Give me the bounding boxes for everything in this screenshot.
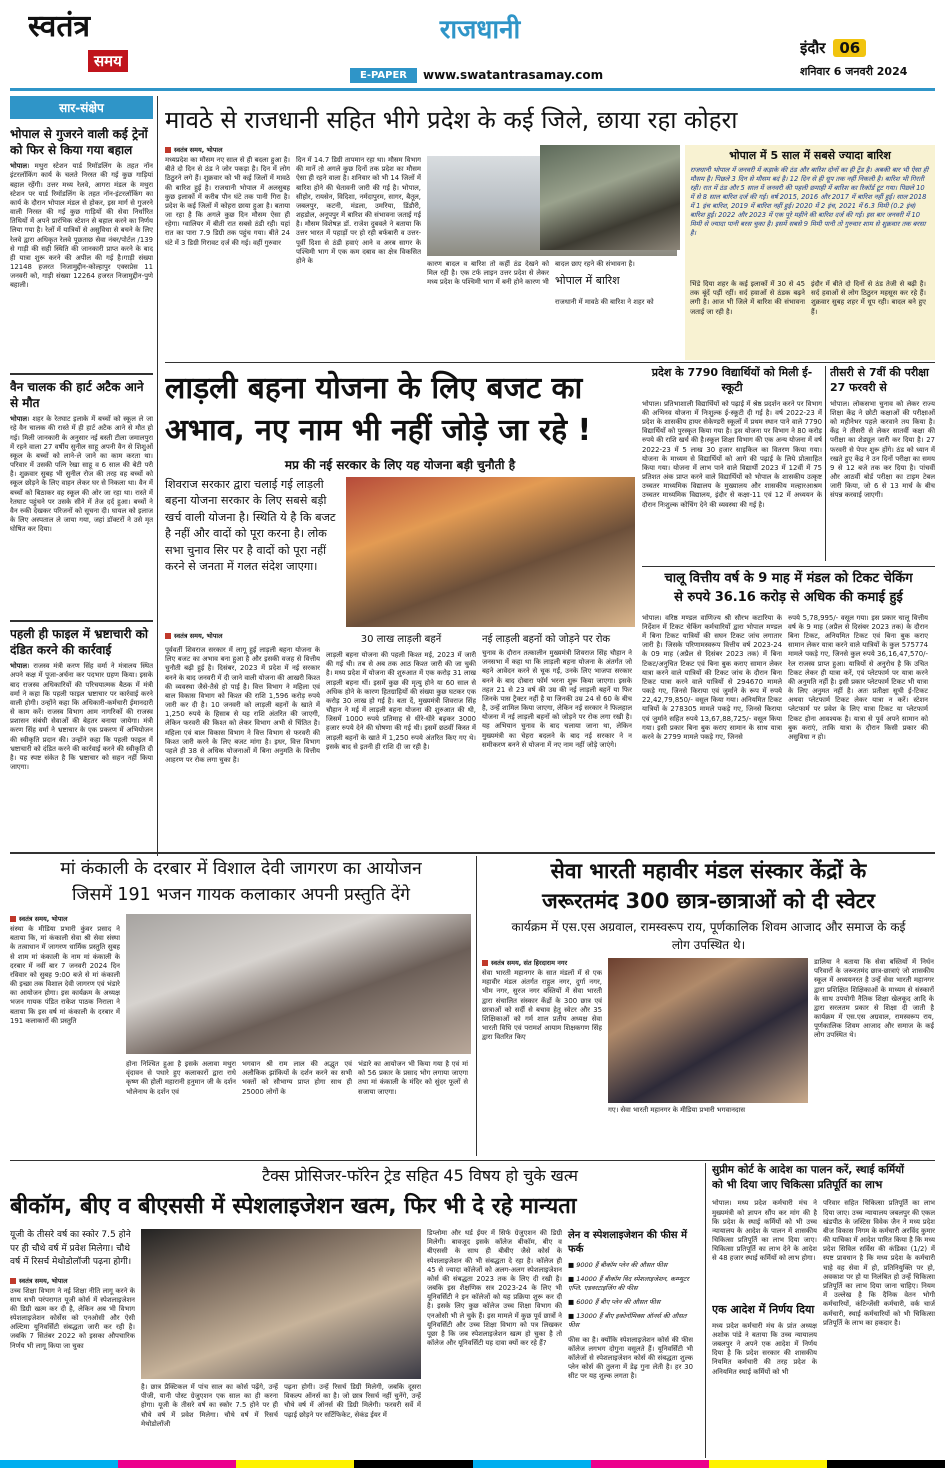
exam-story — [830, 366, 935, 566]
rail-headline-2: से रुपये 36.16 करोड़ से अधिक की कमाई हुई — [674, 589, 903, 605]
sewa-col2: डालिया ने बताया कि सेवा बस्तियों में निर्धन परिवारों के जरूरतमंद छात्र-छात्राएं जो शासकीय स्कूल में अध्ययनरत है उन्हें सेवा भारती महानगर द्वारा प्रशिक्षित शिक्षिकाओं के माध्यम से संस्कारों के साथ उपयोगी नैतिक शिक्षा खेलकूद आदि के द्वारा सरलतम प्रकार से शिक्षा दी जाती है कार्यक्रम में एस.एस अग्रवाल, रामस्वरूप राय, पूर्णकालिक शिवम आजाद और समाज के कई लोग उपस्थित थे। — [814, 958, 934, 1040]
fee-item: ■ 9000 हैं बीकॉम प्लेन की औसत फीस — [568, 1261, 668, 1269]
dateline-marker — [165, 633, 171, 639]
page-number: 06 — [833, 39, 866, 57]
edu-headline: बीकॉम, बीए व बीएससी में स्पेशलाइजेशन खत्म, फिर भी दे रहे मान्यता — [10, 1194, 577, 1219]
dateline-text: स्वतंत्र समय, भोपाल — [174, 146, 223, 154]
rail-rule — [642, 566, 935, 567]
dateline-text: स्वतंत्र समय, संत हिरदाराम नगर — [491, 959, 568, 967]
kankali-headline-1: मां कंकाली के दरबार में विशाल देवी जागरण का आयोजन — [60, 859, 422, 879]
fog-rule — [165, 362, 935, 363]
rail-headline-1: चालू वित्तीय वर्ष के 9 माह में मंडल को टिकट चेकिंग — [664, 571, 913, 586]
sidebar-item-title: भोपाल से गुजरने वाली कई ट्रेनों को फिर से किया गया बहाल — [10, 127, 148, 157]
rain-box-tail2: इंदौर में बीते दो दिनों से ठंड तेजी से बढ़ी है। सर्द हवाओं से लोग ठिठुरन महसूस कर रहे हैं। शुक्रवार सुबह शहर में धूप रही। बादल बने हुए हैं। — [811, 280, 926, 316]
court-col1b: मध्य प्रदेश कर्मचारी मंच के प्रांत अध्यक्ष अशोक पांडे ने बताया कि उच्च न्यायालय जबलपुर ने अपने एक आदेश में निर्णय दिया है कि प्रदेश सरकार की शासकीय नियमित कर्मचारी की तरह प्रदेश के अनियमित स्थाई कर्मियों को भी — [712, 1321, 817, 1376]
sidebar-item-body: भोपाल। शहर के रेतघाट इलाके में बच्चों को स्कूल ले जा रहे वैन चालक की रास्ते में ही हार्ट अटैक आने से मौत हो गई। मिली जानकारी के अनुसार नई बस्ती टीला जमालपुरा में रहने वाला 27 वर्षीय सुनील साहू अपनी वैन से शिशुओं स्कूल के बच्चों को लाने-ले जाने का काम करता था। परिवार में उसकी पत्नि रेखा साहू व 6 साल की बेटी परी है। शुक्रवार सुबह भी सुनील रोज की तरह वह बच्चों को स्कूल छोड़ने के लिए वाहन लेकर घर से निकला था। वैन में बच्चों को बिठाकर वह स्कूल की ओर जा रहा था। रास्ते में रेतघाट पहुंचने पर उसके सीने में तेज दर्द हुआ। बच्चों ने वैन रुकी देखकर परिजनों को सूचना दी। घायल को इलाज के लिए अस्पताल ले जाया गया, जहां डॉक्टरों ने उसे मृत घोषित कर दिया। — [10, 415, 153, 534]
sidebar-item-text: शहर के रेतघाट इलाके में बच्चों को स्कूल ले जा रहे वैन चालक की रास्ते में ही हार्ट अटैक आने से मौत हो गई। मिली जानकारी के अनुसार नई बस्ती टीला जमालपुरा में रहने वाला 27 वर्षीय सुनील साहू अपनी वैन से शिशुओं स्कूल के बच्चों को लाने-ले जाने का काम करता था। परिवार में उसकी पत्नि रेखा साहू व 6 साल की बेटी परी है। शुक्रवार सुबह भी सुनील रोज की तरह वह बच्चों को स्कूल छोड़ने के लिए वाहन लेकर घर से निकला था। वैन में बच्चों को बिठाकर वह स्कूल की ओर जा रहा था। रास्ते में रेतघाट पहुंचने पर उसके सीने में तेज दर्द हुआ। बच्चों ने वैन रुकी देखकर परिजनों को सूचना दी। घायल को इलाज के लिए अस्पताल ले जाया गया, जहां डॉक्टरों ने उसे मृत घोषित कर दिया। — [10, 415, 153, 534]
fee-item-text: 14000 हैं बीकॉम विद स्पेशलाइजेशन, कम्प्यूटर एप्लि. एडवरटाइजिंग की फीस — [568, 1275, 689, 1293]
sidebar-item-title: पहली ही फाइल में भ्रष्टाचारी को दंडित करने की कार्रवाई — [10, 627, 148, 657]
ladli-col1: पूर्ववर्ती शिवराज सरकार में लागू हुई लाड़ली बहना योजना के लिए बजट का अभाव बना हुआ है और इसकी वजह से वित्तीय चुनौती बढ़ी हुई है। दिसंबर, 2023 में प्रदेश में नई सरकार बनने के बाद जनवरी में दी जाने वाली योजना की आखरी किश्त की व्यवस्था जैसे-तैसे हो पाई है। वित्त विभाग ने महिला एवं बाल विकास विभाग को किश्त की राशि 1,596 करोड़ रुपये जारी कर दी है। 10 जनवरी को लाड़ली बहनों के खाते में 1,250 रुपये के हिसाब से यह राशि अंतरित की जाएगी, लेकिन फरवरी की किश्त को लेकर विभाग अभी से चिंतित है। महिला एवं बाल विकास विभाग ने वित्त विभाग से फरवरी की किश्त जारी करने के लिए बजट मांगा है। इधर, वित्त विभाग पहले ही 38 से अधिक योजनाओं में बिना अनुमति के वित्तीय आहरण पर रोक लगा चुका है। — [165, 646, 320, 765]
bottom-rule — [10, 1160, 935, 1161]
exam-divider — [825, 366, 826, 561]
edu-photo — [141, 1229, 421, 1379]
dateline-text: स्वतंत्र समय, भोपाल — [19, 1276, 68, 1285]
dateline-text: स्वतंत्र समय, भोपाल — [19, 915, 68, 923]
edu-kicker: टैक्स प्रोसिजर-फॉरेन ट्रेड सहित 45 विषय हो चुके खत्म — [262, 1166, 578, 1185]
rain-box-body: राजधानी भोपाल में जनवरी में कड़ाके की ठंड और बारिश दोनों का ही ट्रेंड है। अबकी बार भी ऐसा ही मौसम है। पिछले 3 दिन से मौसम बदं है। 12 दिन से ही धूप तक नहीं निकली है। बारिश भी गिरती रही। रात में ठंड और 5 साल में जनवरी की पहली छमाही में बारिश का रिकॉर्ड टूट गया। पिछले 10 में से 8 साल बारिश दर्ज की गई। वर्ष 2015, 2016 और 2017 में बारिश नहीं हुई। साल 2018 में 1 इंच बारिश, 2019 में बारिश नहीं हुई। 2020 में 2 इंच, 2021 में 6.3 मिमी (0.2 इंच) बारिश हुई। 2022 और 2023 में एक पूरे महीने की बारिश दर्ज की गई। इस बार जनवरी में 10 मिमी से ज्यादा पानी बरस चुका है। इसमें सबसे 9 मिमी पानी तो गुरुवार शाम से शुक्रवार तक बरसा है। — [690, 166, 929, 238]
edu-col2: है। छात्र प्रैक्टिकल में पांच साल का कोर्स पढ़ेंगे, उन्हें पीजी, यानी पोस्ट ग्रेजुएशन एक साल का ही करना होगा। यूजी के तीसरे वर्ष का स्कोर 7.5 होने पर ही चौथे वर्ष में प्रवेश मिलेगा। चौथे वर्ष में रिसर्च मेथोडोलॉजी — [141, 1383, 278, 1428]
sidebar — [10, 96, 153, 856]
court-col2: परिवार सहित चिकित्सा प्रतिपूर्ति का लाभ दिया जाए। उच्च न्यायालय जबलपुर की एकल खंडपीठ के जस्टिस विवेक जैन ने मध्य प्रदेश बीज विकास निगम के कर्मचारी अरविंद कुमार की याचिका में आदेश पारित किया है कि मध्य प्रदेश सिविल सर्विस की कंडिका (1/2) में स्पष्ट प्रावधान है कि मध्य प्रदेश के कर्मचारी चाहे वह सेवा में हो, प्रतिनियुक्ति पर हो, अवकाश पर हो या निलंबित हो उन्हें चिकित्सा प्रतिपूर्ति का लाभ दिया जाना चाहिए। नियम में उल्लेख है कि दैनिक वेतन भोगी कर्मचारियों, कंटिन्जेंसी कर्मचारी, वर्क चार्ज कर्मचारी, स्थाई कर्मचारियों को भी चिकित्सा प्रतिपूर्ति के लाभ का हकदार है। — [823, 1199, 935, 1327]
dateline-marker — [10, 916, 16, 922]
sidebar-item-body: भोपाल। राजस्व मंत्री करण सिंह वर्मा ने मंत्रालय स्थित अपने कक्ष में पूजा-अर्चना कर पदभार ग्रहण किया। इसके बाद राजस्व अधिकारियों की परिचयात्मक बैठक में मंत्री वर्मा ने कहा कि पहली फाइल भ्रष्टाचार पर कार्रवाई करने वाली होगी। उन्होंने कहा कि अधिकारी-कर्मचारी ईमानदारी से काम करें। राजस्व विभाग आम नागरिकों की राजस्व प्रशासन संबंधी सेवाओं की बेहतर बनाया जायेगा। मंत्री करण सिंह वर्मा ने भ्रष्टाचार के एक प्रकरण में अभियोजन की स्वीकृति प्रदान की। उन्होंने कहा कि पहली फाइल में भ्रष्टाचारी को दंडित करने की कार्रवाई करने की स्वीकृति दी है। यह स्पष्ट संकेत है कि भ्रष्टाचार को सहन नहीं किया जाएगा। — [10, 662, 153, 772]
sewa-photo-caption: गए। सेवा भारती महानगर के मीडिया प्रभारी भगवानदास — [608, 1106, 746, 1114]
sidebar-item-title: वैन चालक की हार्ट अटैक आने से मौत — [10, 380, 144, 410]
mid-rule — [10, 852, 935, 854]
masthead-rule — [10, 88, 935, 91]
dateline-marker — [165, 147, 171, 153]
fog-photo-label: भोपाल में बारिश — [555, 274, 620, 288]
fog-headline: मावठे से राजधानी सहित भीगे प्रदेश के कई जिले, छाया रहा कोहरा — [165, 106, 738, 134]
scooty-story — [642, 366, 822, 566]
rail-col2: रुपये 5,78,995/- वसूल गया। इस प्रकार चालू वित्तीय वर्ष के 9 माह (अप्रैल से दिसंबर 2023 तक) के दौरान बिना टिकट, अनियमित टिकट एवं बिना बुक कराए सामान लेकर यात्रा करने वाले यात्रियों के कुल 575774 मामले पकड़े गए, जिनसे कुल रुपये 36,16,47,570/- रेल राजस्व प्राप्त हुआ। यात्रियों से अनुरोध है कि उचित टिकट लेकर ही यात्रा करें, एवं प्लेटफार्म पर यात्रा करने की अनुमति नहीं है। इसी प्रकार प्लेटफार्म टिकट भी यात्रा के लिए अनुमत नहीं है। अतः प्रतीक्षा सूची ई-टिकट अथवा प्लेटफार्म टिकट लेकर यात्रा न करें। स्टेशन प्लेटफार्म पर प्रवेश के लिए यात्रा टिकट या प्लेटफार्म टिकट होना आवश्यक है। यात्रा से पूर्व अपने सामान को बुक कराएं, ताकि यात्रा के दौरान किसी प्रकार की असुविधा न हो। — [788, 613, 928, 741]
ladli-headline-2: अभाव, नए नाम भी नहीं जोड़े जा रहे ! — [165, 413, 592, 448]
dateline-marker — [10, 1278, 16, 1284]
fee-list — [568, 1261, 693, 1331]
color-bar — [0, 1460, 945, 1468]
court-col1: भोपाल। मध्य प्रदेश कर्मचारी मंच ने मुख्यमंत्री को ज्ञापन सौंप कर मांग की है कि प्रदेश के स्थाई कर्मियों को भी उच्च न्यायालय के आदेश के पालन में शासकीय चिकित्सा प्रतिपूर्ति का लाभ दिया जाए। चिकित्सा प्रतिपूर्ति का लाभ देने के आदेश से 48 हजार स्थाई कर्मियों को लाभ होगा। — [712, 1199, 817, 1263]
ladli-photo-cap-1: 30 लाख लाड़ली बहनें — [360, 634, 442, 645]
epaper-bar — [350, 66, 710, 84]
rain-box-tail: भिंडे दिया शहर के कई इलाकों में 30 से 45 तक बूंदें पड़ीं रहीं। सर्द हवाओं से ठंडक बढ़ने लगी है। आज भी जिले में बारिश की संभावना जताई जा रही है। — [690, 280, 805, 316]
sidebar-item — [10, 127, 153, 375]
logo-bottom: समय — [88, 50, 128, 72]
dateline: भोपाल — [10, 662, 27, 671]
fee-item-text: 13000 हैं बीए इकोनॉमिक्स ऑनर्स की औसत फीस — [568, 1312, 687, 1330]
kankali-divider — [476, 856, 477, 1156]
ladli-quote: शिवराज सरकार द्वारा चलाई गई लाड़ली बहना योजना सरकार के लिए सबसे बड़ी खर्च वाली योजना है। स्थिति ये है कि बजट है नहीं और वादों को पूरा करना है। लोक सभा चुनाव सिर पर है वादों को पूरा नहीं करने से जनता में गलत संदेश जाएगा। — [165, 478, 336, 573]
edu-dateline — [10, 1276, 135, 1285]
fee-item: ■ 14000 हैं बीकॉम विद स्पेशलाइजेशन, कम्प्यूटर एप्लि. एडवरटाइजिंग की फीस — [568, 1275, 689, 1293]
sidebar-item-body: भोपाल। मथुरा स्टेशन यार्ड रिमॉडलिंग के तहत नॉन इंटरलॉकिंग कार्य के चलते निरस्त की गई कुछ गाड़ियां बहाल रहेंगी। उत्तर मध्य रेलवे, आगरा मंडल के मथुरा स्टेशन पर यार्ड रिमॉडलिंग के तहत नॉन-इंटरलॉकिंग का कार्य के दौरान भोपाल मंडल से होकर, इस मार्ग से गुजरने वाली निरस्त की गई कुछ गाड़ियों की सेवा निर्धारित तिथियों में अपने प्रारंभिक स्टेशन से बहाल करने का निर्णय लिया गया है। रेलों में यात्रियों से असुविधा से बचने के लिए रेलवे द्वारा अधिकृत रेलवे पूछताछ सेवा नंबर/पोर्टल /139 से गाड़ी की सही स्थिति की जानकारी प्राप्त करने के बाद ही यात्रा शुरू करने की अपील की गई है।गाड़ी संख्या 12148 हजरत निजामुद्दीन-कोल्हापुर एक्सप्रेस 11 जनवरी को, गाड़ी संख्या 12264 हजरत निजामुद्दीन-पुणे बहाली। — [10, 162, 153, 290]
scooty-body: भोपाल। प्रतिभाशाली विद्यार्थियों को पढ़ाई में श्रेष्ठ प्रदर्शन करने पर विभाग की अभिनव योजना में निःशुल्क ई-स्कूटी दी गई है। वर्ष 2022-23 में प्रदेश के शासकीय हायर सेकेण्डरी स्कूलों में प्रथम स्थान पाने वाले 7790 विद्यार्थियों को पुरस्कृत किया गया है। इस योजना पर विभाग ने 80 करोड़ रुपये की राशि खर्च की है।स्कूल शिक्षा विभाग की एक अन्य योजना में वर्ष 2022-23 में 5 लाख 30 हजार साइकिल का वितरण किया गया। योजना के माध्यम से विद्यार्थियों को आगे की पढ़ाई के लिये प्रोत्साहित किया गया। योजना में लाभ पाने वाले विद्यार्थी 2023 में 12वीं में 75 प्रतिशत अंक प्राप्त करने वाले विद्यार्थियों को भोपाल के शासकीय उत्कृष्ट उच्चतर माध्यमिक विद्यालय के मुख्यालय और शासकीय मल्हारआश्रम उच्चतर माध्यमिक विद्यालय, इंदौर से कक्षा-11 एवं 12 में अध्ययन के दौरान निःशुल्क कोचिंग देने की व्यवस्था की गई है। — [642, 399, 822, 509]
sewa-subhead: कार्यक्रम में एस.एस अग्रवाल, रामस्वरूप राय, पूर्णकालिक शिवम आजाद और समाज के कई लोग उपस्थित थे। — [511, 920, 906, 952]
fog-photo-caption: राजधानी में मावठे की बारिश ने शहर को — [555, 298, 654, 307]
exam-headline: तीसरी से 7वीं की परीक्षा 27 फरवरी से — [830, 366, 929, 394]
court-story — [712, 1163, 935, 1458]
sewa-dateline — [482, 958, 602, 967]
court-headline-2: को भी दिया जाए चिकित्सा प्रतिपूर्ति का लाभ — [712, 1179, 883, 1192]
fee-item-text: 6000 हैं बीए प्लेन की औसत फीस — [576, 1298, 661, 1307]
edu-story — [10, 1163, 700, 1458]
ladli-col2: लाड़ली बहना योजना की पहली किश्त मई, 2023 में जारी की गई थी। तब से अब तक आठ किश्त जारी की जा चुकी है। मध्य प्रदेश में योजना की शुरुआत में एक करोड़ 31 लाख लाड़ली बहना थीं। इसमें कुछ की मृत्यु होने या 60 साल से अधिक होने के कारण हितग्राहियों की संख्या कुछ घटकर एक करोड़ 30 लाख हो गई है। बता दें, मुख्यमंत्री शिवराज सिंह चौहान ने मई में लाड़ली बहना योजना की शुरुआत की थी, जिसमें 1000 रुपये प्रतिमाह से धीरे-धीरे बढ़कर 3000 हजार रुपये देने की घोषणा की गई थी। इसमें छठवीं किस्त में लाड़ली बहनों के खाते में 1,250 रुपये अंतरित किए गए थे। इसके बाद से इतनी ही राशि दी जा रही है। — [326, 651, 476, 751]
sidebar-item-text: राजस्व मंत्री करण सिंह वर्मा ने मंत्रालय स्थित अपने कक्ष में पूजा-अर्चना कर पदभार ग्रहण किया। इसके बाद राजस्व अधिकारियों की परिचयात्मक बैठक में मंत्री वर्मा ने कहा कि पहली फाइल भ्रष्टाचार पर कार्रवाई करने वाली होगी। उन्होंने कहा कि अधिकारी-कर्मचारी ईमानदारी से काम करें। राजस्व विभाग आम नागरिकों की राजस्व प्रशासन संबंधी सेवाओं की बेहतर बनाया जायेगा। मंत्री करण सिंह वर्मा ने भ्रष्टाचार के एक प्रकरण में अभियोजन की स्वीकृति प्रदान की। उन्होंने कहा कि पहली फाइल में भ्रष्टाचारी को दंडित करने की कार्रवाई करने की स्वीकृति दी है। यह स्पष्ट संकेत है कि भ्रष्टाचार को सहन नहीं किया जाएगा। — [10, 662, 153, 772]
sidebar-item — [10, 627, 153, 856]
website-link[interactable]: www.swatantrasamay.com — [423, 68, 604, 82]
rail-story — [642, 570, 935, 850]
court-subhead: एक आदेश में निर्णय दिया — [712, 1303, 815, 1317]
kankali-col3: भगवान श्री राम लाल की अद्भुत एवं अलौकिक झांकियों के दर्शन करने का सभी भक्तों को सौभाग्य प्राप्त होगा साथ ही 25000 लोगों के — [242, 1060, 352, 1096]
city-name: इंदौर — [800, 39, 826, 57]
sidebar-divider — [157, 96, 158, 856]
dateline: भोपाल — [10, 415, 27, 424]
sidebar-header-text: सार-संक्षेप — [59, 101, 104, 115]
logo-top: स्वतंत्र — [28, 10, 91, 44]
kankali-col2: होना निश्चित हुआ है इसके अलावा मथुरा वृंदावन से पधारे हुए कलाकारों द्वारा राधे कृष्ण की होली महारानी हनुमान जी के दर्शन भोलेनाथ के दर्शन एवं — [126, 1060, 236, 1096]
edu-quote: यूजी के तीसरे वर्ष का स्कोर 7.5 होने पर ही चौथे वर्ष में प्रवेश मिलेगा। चौथे वर्ष में रिसर्च मेथोडोलॉजी पढ़ना होगी। — [10, 1230, 132, 1267]
rain-box — [685, 145, 935, 360]
fee-body: फीस का है। क्योंकि स्पेशलाइजेशन कोर्स की फीस कॉलेज लगभग दोगुना वसूलते हैं। यूनिवर्सिटी भी कॉलेजों से स्पेशलाइजेशन कोर्स की संबद्धता शुल्क प्लेन कोर्स की तुलना में डेढ़ गुना लेती है। हर 30 सीट पर यह शुल्क लगता है। — [568, 1335, 693, 1381]
ladli-dateline — [165, 631, 320, 640]
kankali-story — [10, 856, 472, 1156]
ladli-story — [165, 368, 635, 848]
sewa-photo — [608, 958, 808, 1103]
sewa-headline-2: जरूरतमंद 300 छात्र-छात्राओं को दी स्वेटर — [542, 889, 875, 913]
date-text: शनिवार 6 जनवरी 2024 — [800, 65, 908, 78]
edu-col4: डिप्लोमा और थर्ड ईयर में सिर्फ ग्रेजुएशन की डिग्री मिलेगी। बावजूद इसके कॉलेज बीकॉम, बीए व बीएससी के साथ ही बीबीए जैसे कोर्स के स्पेशलाइजेशन की भी संबद्धता दे रहा है। कॉलेज ही 45 से ज्यादा कॉलेजों को अलग-अलग स्पेशलाइजेशन कोर्स की संबद्धता 2023 तक के लिए दी रखी है। जबकि इस शैक्षणिक सत्र 2023-24 के लिए भी यूनिवर्सिटी ने इन कॉलेजों को यह प्रक्रिया शुरू कर दी है। इसके लिए कुछ कॉलेज उच्च शिक्षा विभाग की एनओसी भी ले चुके हैं। इस मामले में कुछ पूर्व छात्रों ने यूनिवर्सिटी और उच्च शिक्षा विभाग को पत्र लिखकर पूछा है कि जब स्पेशलाइजेशन खत्म हो चुका है तो कॉलेज और यूनिवर्सिटी यह दावा क्यों कर रहे हैं? — [427, 1229, 562, 1348]
ladli-photo-cap-2: नई लाड़ली बहनों को जोड़ने पर रोक — [482, 634, 611, 645]
sewa-col1: सेवा भारती महानगर के सात मंडलों में से एक महावीर मंडल अंतर्गत राहुल नगर, दुर्गा नगर, भीम नगर, सुरज नगर बस्तियों में सेवा भारती द्वारा संचालित संस्कार केंद्रों के 300 छात्र एवं छात्राओं को सर्दी से बचाव हेतु स्वेटर और 35 शिक्षिकाओं को गर्म शाल प्रतीय अध्यक्ष सेवा भारती विधि एवं परामर्श आयाम शिक्षकगण सिंह द्वारा वितरित किए — [482, 969, 602, 1042]
rain-box-title: भोपाल में 5 साल में सबसे ज्यादा बारिश — [729, 149, 891, 162]
city-page — [800, 36, 920, 60]
dateline-text: स्वतंत्र समय, भोपाल — [174, 632, 223, 640]
fee-item: ■ 13000 हैं बीए इकोनॉमिक्स ऑनर्स की औसत फीस — [568, 1312, 687, 1330]
edu-col3: पढ़ना होगी। उन्हें रिसर्च डिग्री मिलेगी, जबकि दूसरा विकल्प ऑनर्स का है। जो छात्र रिसर्च नहीं चुनेंगे, उन्हें चौथे वर्ष में ऑनर्स की डिग्री मिलेगी। फरवरी सर्वे में पढ़ाई छोड़ने पर सर्टिफिकेट, सेकंड ईयर में — [284, 1383, 421, 1419]
court-divider — [705, 1163, 706, 1458]
ladli-subhead: मप्र की नई सरकार के लिए यह योजना बड़ी चुनौती है — [284, 458, 516, 472]
rail-col1: भोपाल। वरिष्ठ मण्डल वाणिज्य श्री सौरभ कटारिया के निर्देशन में टिकट चेकिंग कर्मचारियों द्वारा भोपाल मण्डल में बिना टिकट यात्रियों की सघन टिकट जांच लगातार जारी है। जिसके परिणामस्वरूप वित्तीय वर्ष 2023-24 के 09 माह (अप्रैल से दिसंबर 2023 तक) में बिना टिकट/अनुचित टिकट एवं बिना बुक कराए सामान लेकर यात्रा करने वाले यात्रियों की टिकट जांच के दौरान बिना टिकट यात्रा करने वाले यात्रियों से 294670 मामले पकड़े गए, जिनसे किराया एवं जुर्माने के रूप में रुपये 22,42,79,850/- वसूल किया गया। अनियमित टिकट यात्रियों के 278305 मामले पकड़े गए, जिनसे किराया एवं जुर्माने सहित रुपये 13,67,88,725/- वसूल किया गया। इसी प्रकार बिना बुक कराए सामान के साथ यात्रा करने के 2799 मामले पकड़े गए, जिनसे — [642, 613, 782, 741]
exam-body: भोपाल। लोकसभा चुनाव को लेकर राज्य शिक्षा केंद्र ने छोटी कक्षाओं की परीक्षाओं को महीनेभर पहले करवाने तय किया है। केंद्र ने तीसरी से लेकर सातवीं कक्षा की परीक्षा का शेड्यूल जारी कर दिया है। 27 फरवरी से पेपर शुरू होंगे। ठंड को ध्यान में रखते हुए केंद्र ने उन दिनों परीक्षा का समय 9 से 12 बजे तक कर दिया है। पांचवीं और आठवीं बोर्ड परीक्षा का टाइम टेबल जारी किया, जो 6 से 13 मार्च के बीच संपन्न करवाई जाएगी। — [830, 399, 935, 500]
masthead — [0, 0, 945, 88]
kankali-col1: संस्था के मीडिया प्रभारी कुंवर प्रसाद ने बताया कि, मां कंकाली सेवा श्री सेवा संस्था के तत्वाधान में जागरण धार्मिक प्रस्तुति सुबह से शाम मां कंकाली के नाम मां कंकाली के दरबार में नवीं बार 7 जनवरी 2024 दिन रविवार को सुबह 9:00 बजे से मां कंकाली की इच्छा तक विशाल देवी जागरण एवं भंडारे का आयोजन होगा। इस कार्यक्रम के अध्यक्ष भजन गायक पंडित राकेश पाठक निराला ने बताया कि इस वर्ष मां कंकाली के दरबार में 191 कलाकारों की प्रस्तुति — [10, 925, 120, 1025]
fog-col4: बादल छाए रहने की संभावना है। — [555, 260, 635, 268]
fog-col2: दिन में 14.7 डिग्री तापमान रहा था। मौसम विभाग की मानें तो अगले कुछ दिनों तक प्रदेश का मौसम ऐसा ही रहने वाला है। शनिवार को भी 14 जिलों में बारिश होने की चेतावनी जारी की गई है। भोपाल, सीहोर, रायसेन, विदिशा, नर्मदापुरम, सागर, बैतूल, जबलपुर, कटनी, मंडला, उमरिया, डिंडौरी, शहडोल, अनूपपुर में बारिश की संभावना जताई गई है। मौसम विशेषज्ञ डॉ. राजेश दुबवले ने बताया कि उत्तर भारत में पहाड़ों पर हो रही बर्फबारी व उत्तर-पूर्वी दिशा से ठंडी हवाएं आने व अरब सागर के पश्चिमी भाग में एक कम दबाव का क्षेत्र विकसित होने के — [296, 156, 421, 265]
fog-col1: मध्यप्रदेश का मौसम नए साल से ही बदला हुआ है। बीते दो दिन से ठंड ने जोर पकड़ा है। दिन में लोग ठिठुरने लगे हैं। शुक्रवार को भी कई जिलों में मावठे की बारिश हुई है। राजधानी भोपाल में अलसुबह कुछ इलाकों में करीब पौन घंटे तक पानी गिरा है। प्रदेश के कई जिलों में कोहरा छाया हुआ है। बताया जा रहा है कि अगले कुछ दिन मौसम ऐसा ही रहेगा। ग्वालियर में बीती रात सबसे ठंडी रही। यहां रात का पारा 7.9 डिग्री तक पहुंच गया। बीते 24 घंटे में 3 डिग्री गिरावट दर्ज की गई। वहीं गुरुवार — [165, 156, 290, 247]
dateline: भोपाल — [10, 162, 27, 171]
epaper-label: E-PAPER — [350, 68, 417, 83]
ladli-headline-1: लाड़ली बहना योजना के लिए बजट का — [165, 371, 583, 406]
fee-item: ■ 6000 हैं बीए प्लेन की औसत फीस — [568, 1298, 661, 1307]
ladli-photo — [346, 477, 635, 627]
kankali-headline-2: जिसमें 191 भजन गायक कलाकार अपनी प्रस्तुति देंगे — [71, 885, 411, 905]
ladli-col3: चुनाव के दौरान तत्कालीन मुख्यमंत्री शिवराज सिंह चौहान ने जनसभा में कहा था कि लाड़ली बहना योजना के अंतर्गत जो बहने आवेदन करने से चूक गईं, उनके लिए भाजपा सरकार बनने के बाद दोबारा फॉर्म भरना शुरू किया जाएगा। इसके तहत 21 से 23 वर्ष की उम्र की नई लाड़ली बहनें या फिर जिनके पास ट्रैक्टर नहीं है या जिनकी उम्र 24 से 60 के बीच है, उन्हें शामिल किया जाएगा, लेकिन नई सरकार ने फिलहाल योजना में नई लाड़ली बहनों को जोड़ने पर रोक लगा रखी है। यह अभियान चुनाव के बाद चलाया जाना था, लेकिन मुख्यमंत्री का चेहरा बदलने के बाद नई सरकार ने न समीकरण बनने से योजना में नए नाम नहीं जोड़े जाएंगे। — [482, 649, 632, 749]
court-headline-1: सुप्रीम कोर्ट के आदेश का पालन करें, स्थाई कर्मियों — [712, 1164, 904, 1176]
kankali-col4: भंडारे का आयोजन भी किया गया है एवं मां को 56 प्रकार के प्रसाद भोग लगाया जाएगा तथा मां कंकाली के मंदिर को सुंदर फूलों से सजाया जाएगा। — [358, 1060, 468, 1096]
fog-col3: कारण बादल व बारिश तो कहीं ठंड देखने को मिल रही है। एक टर्फ लाइन उत्तर प्रदेश से लेकर मध्य प्रदेश के पश्चिमी भाग में बनी होने कारण भी — [427, 260, 549, 287]
masthead-logo — [28, 10, 158, 80]
sidebar-item-text: मथुरा स्टेशन यार्ड रिमॉडलिंग के तहत नॉन इंटरलॉकिंग कार्य के चलते निरस्त की गई कुछ गाड़ियां बहाल रहेंगी। उत्तर मध्य रेलवे, आगरा मंडल के मथुरा स्टेशन पर यार्ड रिमॉडलिंग के तहत नॉन-इंटरलॉकिंग का कार्य के दौरान भोपाल मंडल से होकर, इस मार्ग से गुजरने वाली निरस्त की गई कुछ गाड़ियों की सेवा निर्धारित तिथियों में अपने प्रारंभिक स्टेशन से बहाल करने का निर्णय लिया गया है। रेलों में यात्रियों से असुविधा से बचने के लिए रेलवे द्वारा अधिकृत रेलवे पूछताछ सेवा नंबर/पोर्टल /139 से गाड़ी की सही स्थिति की जानकारी प्राप्त करने के बाद ही यात्रा शुरू करने की अपील की गई है।गाड़ी संख्या 12148 हजरत निजामुद्दीन-कोल्हापुर एक्सप्रेस 11 जनवरी को, गाड़ी संख्या 12264 हजरत निजामुद्दीन-पुणे बहाली। — [10, 162, 153, 290]
sidebar-item — [10, 380, 153, 622]
section-title: राजधानी — [439, 15, 521, 45]
kankali-dateline — [10, 914, 120, 923]
sewa-headline-1: सेवा भारती महावीर मंडल संस्कार केंद्रों के — [550, 859, 867, 883]
dateline-marker — [482, 960, 488, 966]
rain-photo — [540, 145, 680, 250]
edu-col1: उच्च शिक्षा विभाग ने नई शिक्षा नीति लागू करने के साथ सभी परंपरागत यूजी कोर्स में स्पेशलाइजेशन की डिग्री खत्म कर दी है, लेकिन अब भी विभाग स्पेशलाइजेशन कोर्सेस को एनओसी और ऐसी अल्टिमा यूनिवर्सिटी संबद्धता जारी कर रही है। जबकि 7 सितंबर 2022 को इसका औपचारिक निर्णय भी लागू किया जा चुका — [10, 1286, 135, 1350]
sewa-story — [482, 856, 935, 1156]
fee-title: लेन व स्पेशलाइजेशन की फीस में फर्क — [568, 1230, 688, 1255]
scooty-headline: प्रदेश के 7790 विद्यार्थियों को मिली ई-स्कूटी — [651, 366, 813, 394]
sidebar-header — [10, 96, 153, 119]
fee-item-text: 9000 हैं बीकॉम प्लेन की औसत फीस — [576, 1261, 668, 1269]
kankali-photo — [126, 914, 471, 1054]
